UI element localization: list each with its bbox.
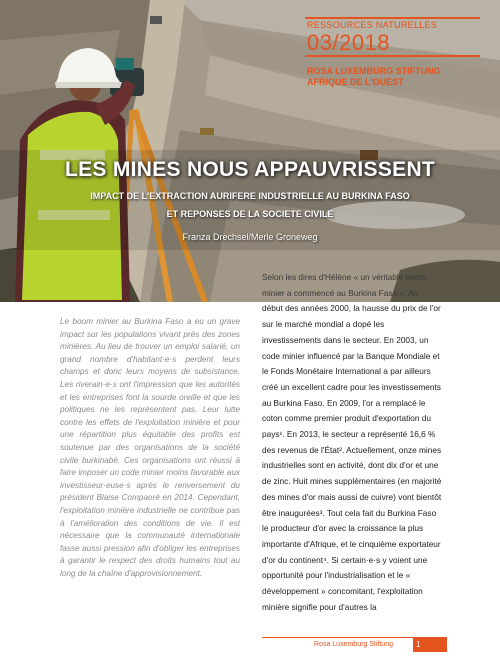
mine-surveyor-photo-icon [0, 0, 500, 302]
issue-bottom-rule [305, 55, 480, 57]
issue-number: 03/2018 [307, 30, 391, 55]
subtitle-line-2: ET REPONSES DE LA SOCIETE CIVILE [166, 209, 334, 219]
footer-publisher: Rosa Luxemburg Stiftung [314, 641, 393, 648]
main-text-column [262, 270, 444, 642]
publisher-region: AFRIQUE DE L'OUEST [307, 77, 404, 87]
publisher-name: ROSA LUXEMBURG STIFTUNG [307, 66, 441, 76]
cover-photo [0, 0, 500, 302]
issue-top-rule [305, 17, 480, 19]
authors: Franza Drechsel/Merle Groneweg [182, 232, 318, 242]
main-text-line-2: minier a commencé au Burkina Faso ». Au [262, 287, 419, 298]
publisher-block [307, 66, 441, 88]
abstract-text: Le boom minier au Burkina Faso a eu un grave impact sur les populations vivant près des zones minières. Au lieu de trouver un emploi salarié, un grand nombre d'habitant·e·s perdent leurs champs et donc leurs moyens de subsistance. Les riverain·e·s ont l'impression que les autorités et les entreprises font la sourde oreille et que les politiques ne les représentent pas. Leur lutte contre les effets de l'exploitation minière et pour une répartition plus équitable des profits est soutenue par des organisations de la société civile burkinabè. Ces organisations ont réussi à faire imposer un code minier moins favorable aux investisseur·euse·s après le renversement du président Blaise Compaoré en 2014. Cependant, l'exploitation minière industrielle ne contribue pas à l'amélioration des conditions de vie. Il est nécessaire que la communauté internationale fasse aussi pression afin d'obliger les entreprises à garantir le respect des droits humains tout au long de la chaîne d'approvisionnement. [60, 317, 240, 578]
main-text-body: début des années 2000, la hausse du prix de l'or sur le marché mondial a dopé les investissements dans le secteur. En 2003, un code minier influencé par la Banque Mondiale et le Fonds Monétaire International a par ailleurs créé un excellent cadre pour les investissements au Burkina Faso. En 2009, l'or a remplacé le coton comme premier produit d'exportation du pays¹. En 2013, le secteur a représenté 16,6 % des revenus de l'État². Actuellement, onze mines industrielles sont en activité, dont dix d'or et une de zinc. Huit mines supplémentaires (en majorité des mines d'or mais aussi de cuivre) vont bientôt être inaugurées³. Tout cela fait du Burkina Faso le producteur d'or avec la croissance la plus importante d'Afrique, et le cinquième exportateur d'or du continent⁴. Si certain·e·s y voient une opportunité pour l'industrialisation et le « développement » concomitant, l'exploitation minière signifie pour d'autres la [262, 303, 442, 612]
page-number: 1 [413, 638, 447, 652]
main-text-line-1: Selon les dires d'Hélène « un véritable boom [262, 272, 427, 282]
series-label: RESSOURCES NATURELLES [307, 20, 438, 30]
subtitle-line-1: IMPACT DE L'EXTRACTION AURIFERE INDUSTRIELLE AU BURKINA FASO [90, 191, 410, 201]
document-title: LES MINES NOUS APPAUVRISSENT [64, 158, 436, 181]
